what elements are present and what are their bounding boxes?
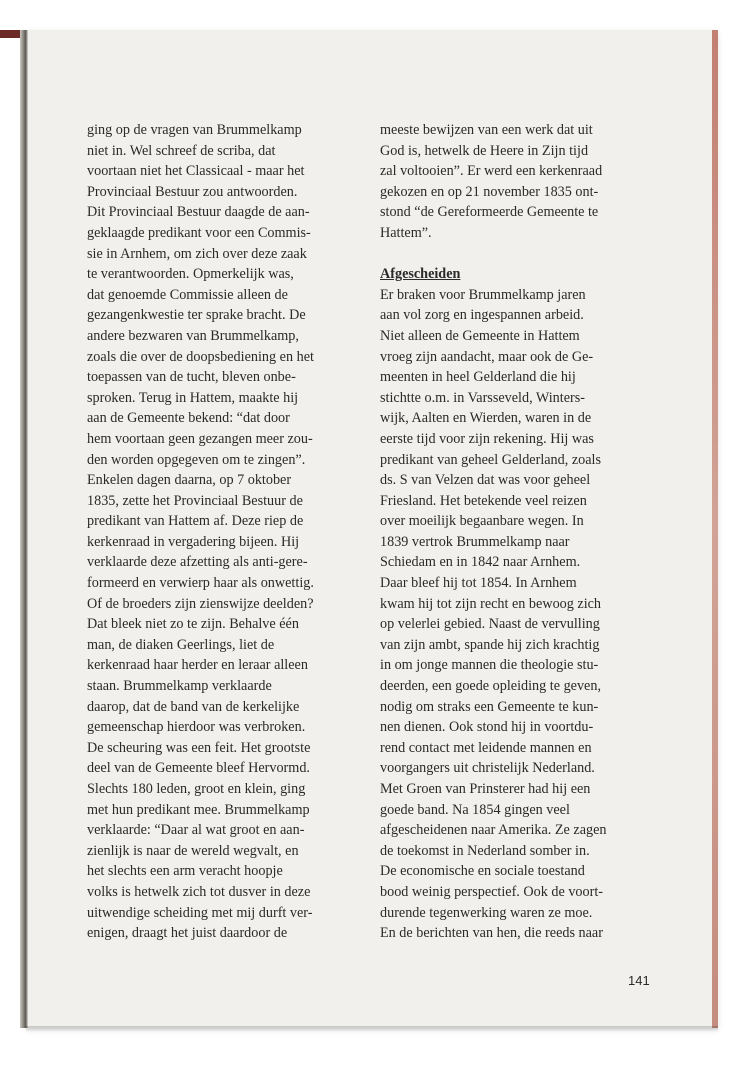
text-line: Friesland. Het betekende veel reizen (380, 492, 587, 509)
text-line: den worden opgegeven om te zingen”. (87, 451, 306, 468)
text-line: over moeilijk begaanbare wegen. In (380, 513, 584, 530)
text-line: afgescheidenen naar Amerika. Ze zagen (380, 822, 607, 839)
page-number: 141 (628, 973, 650, 988)
text-line: niet in. Wel schreef de scriba, dat (87, 142, 276, 159)
text-line: nen dienen. Ook stond hij in voortdu- (380, 719, 594, 736)
text-line: te verantwoorden. Opmerkelijk was, (87, 266, 294, 283)
text-line: aan de Gemeente bekend: “dat door (87, 410, 290, 427)
text-line: gezangenkwestie ter sprake bracht. De (87, 307, 306, 324)
text-line: voorgangers uit christelijk Nederland. (380, 760, 595, 777)
text-line: nodig om straks een Gemeente te kun- (380, 698, 599, 715)
text-line: stond “de Gereformeerde Gemeente te (380, 204, 599, 221)
text-line: andere bezwaren van Brummelkamp, (87, 327, 299, 344)
text-line: vroeg zijn aandacht, maar ook de Ge- (380, 348, 594, 365)
text-line: volks is hetwelk zich tot dusver in deze (87, 883, 311, 900)
section-heading: Afgescheiden (380, 266, 461, 283)
text-line: Of de broeders zijn zienswijze deelden? (87, 595, 314, 612)
text-line: predikant van geheel Gelderland, zoals (380, 451, 601, 468)
text-line: De economische en sociale toestand (380, 863, 585, 880)
text-line: uitwendige scheiding met mij durft ver- (87, 904, 313, 921)
text-line: predikant van Hattem af. Deze riep de (87, 513, 304, 530)
page-shadow (26, 1026, 718, 1032)
text-line: gemeenschap hierdoor was verbroken. (87, 719, 306, 736)
text-line: 1835, zette het Provinciaal Bestuur de (87, 492, 303, 509)
text-line: Met Groen van Prinsterer had hij een (380, 781, 591, 797)
text-line: verklaarde deze afzetting als anti-gere- (87, 554, 308, 571)
text-line: geklaagde predikant voor een Commis- (87, 224, 311, 241)
text-line: Hattem”. (380, 224, 432, 241)
text-line: Daar bleef hij tot 1854. In Arnhem (380, 575, 577, 592)
text-line: hem voortaan geen gezangen meer zou- (87, 430, 313, 447)
left-text-column (87, 120, 367, 944)
text-line: deerden, een goede opleiding te geven, (380, 678, 601, 695)
text-line: Niet alleen de Gemeente in Hattem (380, 327, 580, 344)
text-line: de toekomst in Nederland somber in. (380, 842, 590, 859)
text-line: sproken. Terug in Hattem, maakte hij (87, 389, 299, 406)
book-spine (20, 30, 28, 1028)
text-line: zienlijk is naar de wereld wegvalt, en (87, 842, 299, 859)
text-line: ging op de vragen van Brummelkamp (87, 122, 302, 138)
text-line: kwam hij tot zijn recht en bewoog zich (380, 595, 602, 612)
text-line: zal voltooien”. Er werd een kerkenraad (380, 163, 603, 180)
text-line: rend contact met leidende mannen en (380, 739, 592, 756)
page-edge (712, 30, 718, 1028)
text-line: Er braken voor Brummelkamp jaren (380, 286, 586, 303)
text-line: zoals die over de doopsbediening en het (87, 348, 314, 365)
text-line: Provinciaal Bestuur zou antwoorden. (87, 183, 298, 200)
text-line: enigen, draagt het juist daardoor de (87, 925, 288, 942)
text-line: Dit Provinciaal Bestuur daagde de aan- (87, 204, 310, 221)
text-line: durende tegenwerking waren ze moe. (380, 904, 593, 921)
text-line: meenten in heel Gelderland die hij (380, 369, 576, 386)
right-text-column (380, 120, 642, 944)
text-line: meeste bewijzen van een werk dat uit (380, 122, 593, 138)
text-line: aan vol zorg en ingespannen arbeid. (380, 307, 584, 324)
text-line: toepassen van de tucht, bleven onbe- (87, 369, 296, 386)
text-line: Schiedam en in 1842 naar Arnhem. (380, 554, 581, 571)
text-line: En de berichten van hen, die reeds naar (380, 925, 603, 942)
text-line: van zijn ambt, spande hij zich krachtig (380, 636, 600, 653)
text-line: verklaarde: “Daar al wat groot en aan- (87, 822, 305, 839)
text-line: goede band. Na 1854 gingen veel (380, 801, 570, 818)
text-line: wijk, Aalten en Wierden, waren in de (380, 410, 592, 427)
text-line: 1839 vertrok Brummelkamp naar (380, 533, 570, 550)
text-line: Dat bleek niet zo te zijn. Behalve één (87, 616, 299, 633)
text-line: eerste tijd voor zijn rekening. Hij was (380, 430, 594, 447)
text-line: dat genoemde Commissie alleen de (87, 286, 288, 303)
text-line: het slechts een arm veracht hoopje (87, 863, 283, 880)
text-line: op velerlei gebied. Naast de vervulling (380, 616, 600, 633)
paragraph-gap (380, 244, 642, 265)
text-line: De scheuring was een feit. Het grootste (87, 739, 311, 756)
text-line: in om jonge mannen die theologie stu- (380, 657, 599, 674)
text-line: voortaan niet het Classicaal - maar het (87, 163, 305, 180)
text-line: gekozen en op 21 november 1835 ont- (380, 183, 599, 200)
text-line: ds. S van Velzen dat was voor geheel (380, 472, 591, 489)
text-line: kerkenraad in vergadering bijeen. Hij (87, 533, 300, 550)
text-line: deel van de Gemeente bleef Hervormd. (87, 760, 310, 777)
text-line: daarop, dat de band van de kerkelijke (87, 698, 300, 715)
text-line: formeerd en verwierp haar als onwettig. (87, 575, 314, 592)
text-line: kerkenraad haar herder en leraar alleen (87, 657, 308, 674)
text-line: Enkelen dagen daarna, op 7 oktober (87, 472, 292, 489)
text-line: stichtte o.m. in Varsseveld, Winters- (380, 389, 585, 406)
text-line: sie in Arnhem, om zich over deze zaak (87, 245, 307, 262)
text-line: Slechts 180 leden, groot en klein, ging (87, 781, 306, 797)
text-line: God is, hetwelk de Heere in Zijn tijd (380, 142, 589, 159)
text-line: staan. Brummelkamp verklaarde (87, 678, 272, 695)
text-line: bood weinig perspectief. Ook de voort- (380, 883, 603, 900)
text-line: man, de diaken Geerlings, liet de (87, 636, 275, 653)
text-line: met hun predikant mee. Brummelkamp (87, 801, 310, 818)
